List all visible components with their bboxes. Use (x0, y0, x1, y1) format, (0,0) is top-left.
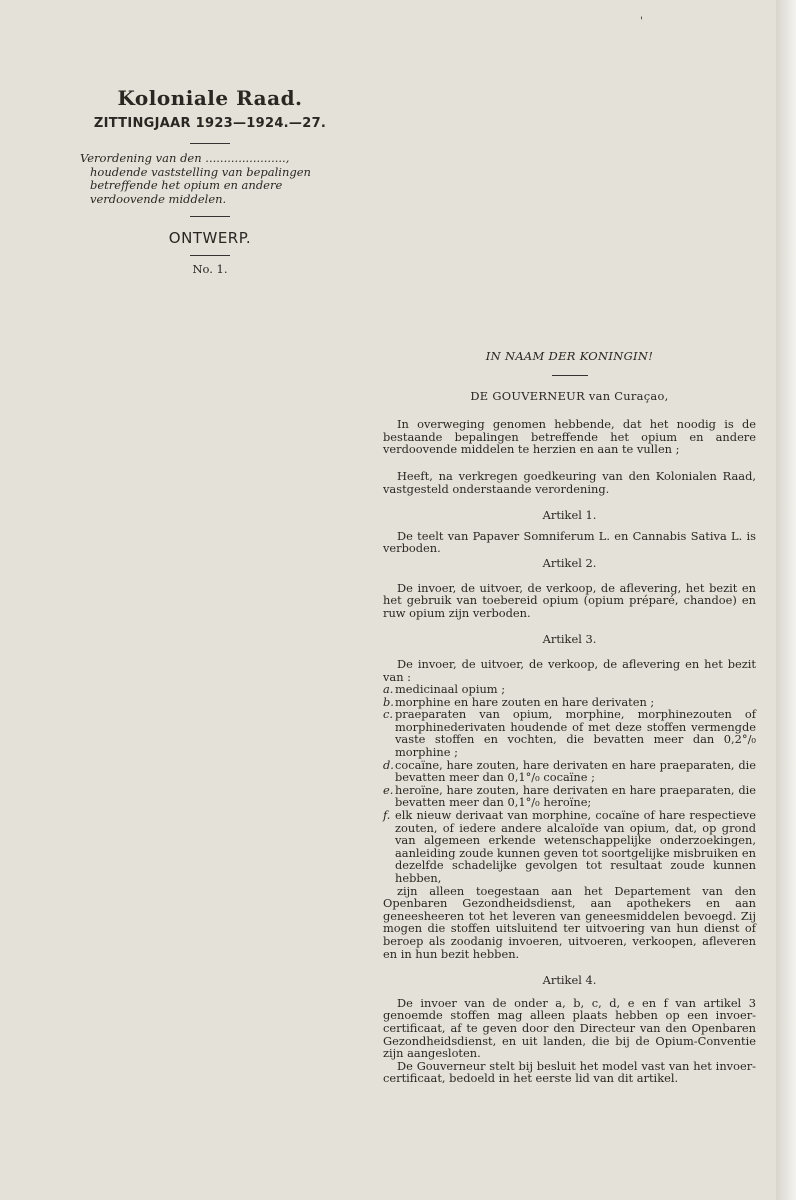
royal-heading: IN NAAM DER KONINGIN! (485, 349, 654, 363)
divider (552, 375, 588, 376)
article-1-title: Artikel 1. (542, 508, 597, 523)
article-2-text: De invoer, de uitvoer, de verkoop, de aflevering, het bezit en het gebruik van toebereid opium (opium préparé, chandoe) en ruw opium zijn verboden. (383, 580, 756, 620)
list-item: a. medicinaal opium ; (383, 682, 506, 697)
list-item: b. morphine en hare zouten en hare derivaten ; (383, 694, 655, 709)
divider (190, 216, 230, 217)
document-header (80, 86, 340, 276)
article-3-title: Artikel 3. (542, 632, 597, 647)
article-4-title: Artikel 4. (542, 973, 597, 988)
divider (190, 255, 230, 256)
list-item: e. heroïne, hare zouten, hare derivaten en hare praeparaten, die bevatten meer dan 0,1°/₀ heroïne; (383, 782, 756, 810)
list-item: c. praeparaten van opium, morphine, morphinezouten of morphinederivaten houdende of met deze stoffen vermengde vaste stoffen en vochten, die bevatten meer dan 0,2°/₀ morphine ; (383, 707, 756, 760)
divider (190, 143, 230, 144)
page-mark: ' (640, 16, 643, 27)
article-3-list (383, 683, 756, 885)
council-title: Koloniale Raad. (117, 86, 303, 110)
preamble-enactment: Heeft, na verkregen goedkeuring van den Kolonialen Raad, vastgesteld onderstaande verordening. (383, 468, 756, 496)
page-edge (776, 0, 796, 1200)
ordinance-body (383, 350, 756, 1085)
draft-label: ONTWERP. (168, 229, 252, 247)
ordinance-description (80, 152, 340, 206)
session-year: ZITTINGJAAR 1923—1924.—27. (93, 116, 327, 131)
article-4-paragraph-2: De Gouverneur stelt bij besluit het model vast van het invoer-certificaat, bedoeld in het eerste lid van dit artikel. (383, 1058, 756, 1086)
article-1-text: De teelt van Papaver Somniferum L. en Cannabis Sativa L. is verboden. (383, 528, 756, 556)
article-3-intro: De invoer, de uitvoer, de verkoop, de aflevering en het bezit van : (383, 656, 756, 684)
article-3-close: zijn alleen toegestaan aan het Departement van den Openbaren Gezondheidsdienst, aan apothekers en aan geneesheeren tot het leveren van geneesmiddelen bevoegd. Zij mogen die stoffen uitsluitend ter uitvoering van hun dienst of beroep als zoodanig invoeren, uitvoeren, verkoopen, afleveren en in hun bezit hebben. (383, 883, 756, 961)
description-line-1: Verordening van den ......................, (80, 151, 290, 165)
article-4-paragraph-1: De invoer van de onder a, b, c, d, e en f van artikel 3 genoemde stoffen mag alleen plaats hebben op een invoer-certificaat, af te geven door den Directeur van den Openbaren Gezondheidsdienst, en uit landen, die bij de Opium-Conventie zijn aangesloten. (383, 995, 756, 1061)
description-line-2: houdende vaststelling van bepalingen betreffende het opium en andere verdoovende middelen. (90, 164, 311, 206)
list-item: f. elk nieuw derivaat van morphine, cocaïne of hare respectieve zouten, of iedere andere alcaloïde van opium, dat, op grond van algemeen erkende wetenschappelijke onderzoekingen, aanleiding zoude kunnen geven tot soortgelijke misbruiken en dezelfde schadelijke gevolgen tot resultaat zoude kunnen hebben, (383, 808, 756, 885)
article-2-title: Artikel 2. (542, 555, 597, 570)
document-number: No. 1. (192, 262, 228, 276)
preamble-consideration: In overweging genomen hebbende, dat het noodig is de bestaande bepalingen betreffende het opium en andere verdoovende middelen te herzien en aan te vullen ; (383, 417, 756, 457)
governor-line: DE GOUVERNEUR van Curaçao, (470, 388, 669, 403)
list-item: d. cocaïne, hare zouten, hare derivaten en hare praeparaten, die bevatten meer dan 0,1°/₀ cocaïne ; (383, 757, 756, 785)
